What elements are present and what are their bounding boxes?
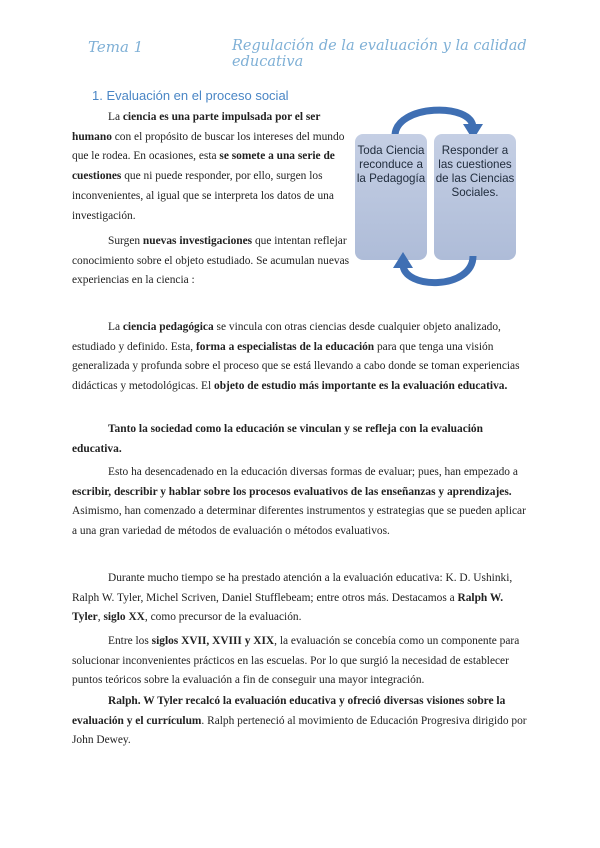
paragraph-6: Durante mucho tiempo se ha prestado atención a la evaluación educativa: K. D. Ushinki, Ralph W. Tyler, Michel Scriven, Daniel Stufflebeam; entre otros más. Destacamos a Ralph W. Tyler, siglo XX, como precursor de la evaluación.	[72, 572, 513, 624]
box-social-sciences: Responder a las cuestiones de las Ciencias Sociales.	[434, 134, 516, 260]
section-title: 1. Evaluación en el proceso social	[92, 88, 289, 103]
box-pedagogy: Toda Ciencia reconduce a la Pedagogía	[355, 134, 427, 260]
cycle-diagram	[355, 100, 520, 290]
paragraph-3: La ciencia pedagógica se vincula con otras ciencias desde cualquier objeto analizado, estudiado y definido. Esta, forma a especialistas de la educación para que tenga una visión generalizada y profunda sobre el proceso que se está llevando a cabo donde se toman experiencias didácticas y metodológicas. El objeto de estudio más importante es la evaluación educativa.	[72, 321, 520, 393]
bottom-cycle-arrow-icon	[355, 250, 520, 290]
paragraph-2: Surgen nuevas investigaciones que intentan reflejar conocimiento sobre el objeto estudiado. Se acumulan nuevas experiencias en la ciencia :	[72, 235, 350, 287]
paragraph-5: Esto ha desencadenado en la educación diversas formas de evaluar; pues, han empezado a escribir, describir y hablar sobre los procesos evaluativos de las enseñanzas y aprendizajes. Asimismo, han comenzado a determinar diferentes instrumentos y estrategias que se pueden aplicar a una gran variedad de métodos de evaluación o métodos evaluativos.	[72, 466, 526, 538]
paragraph-1: La ciencia es una parte impulsada por el ser humano con el propósito de buscar los intereses del mundo que le rodea. En ocasiones, esta se somete a una serie de cuestiones que ni puede responder, por ello, surgen los inconvenientes, al igual que se interpreta los datos de una investigación.	[72, 111, 345, 222]
header-topic: Tema 1	[88, 38, 144, 56]
paragraph-4: Tanto la sociedad como la educación se vinculan y se refleja con la evaluación educativa.	[72, 423, 483, 455]
header-title: Regulación de la evaluación y la calidad educativa	[232, 38, 527, 70]
paragraph-8: Ralph. W Tyler recalcó la evaluación educativa y ofreció diversas visiones sobre la evaluación y el currículum. Ralph perteneció al movimiento de Educación Progresiva dirigido por John Dewey.	[72, 695, 527, 747]
paragraph-7: Entre los siglos XVII, XVIII y XIX, la evaluación se concebía como un componente para solucionar inconvenientes prácticos en las escuelas. Por lo que surgió la necesidad de establecer puntos teóricos sobre la evaluación a fin de conseguir una mayor integración.	[72, 635, 520, 687]
